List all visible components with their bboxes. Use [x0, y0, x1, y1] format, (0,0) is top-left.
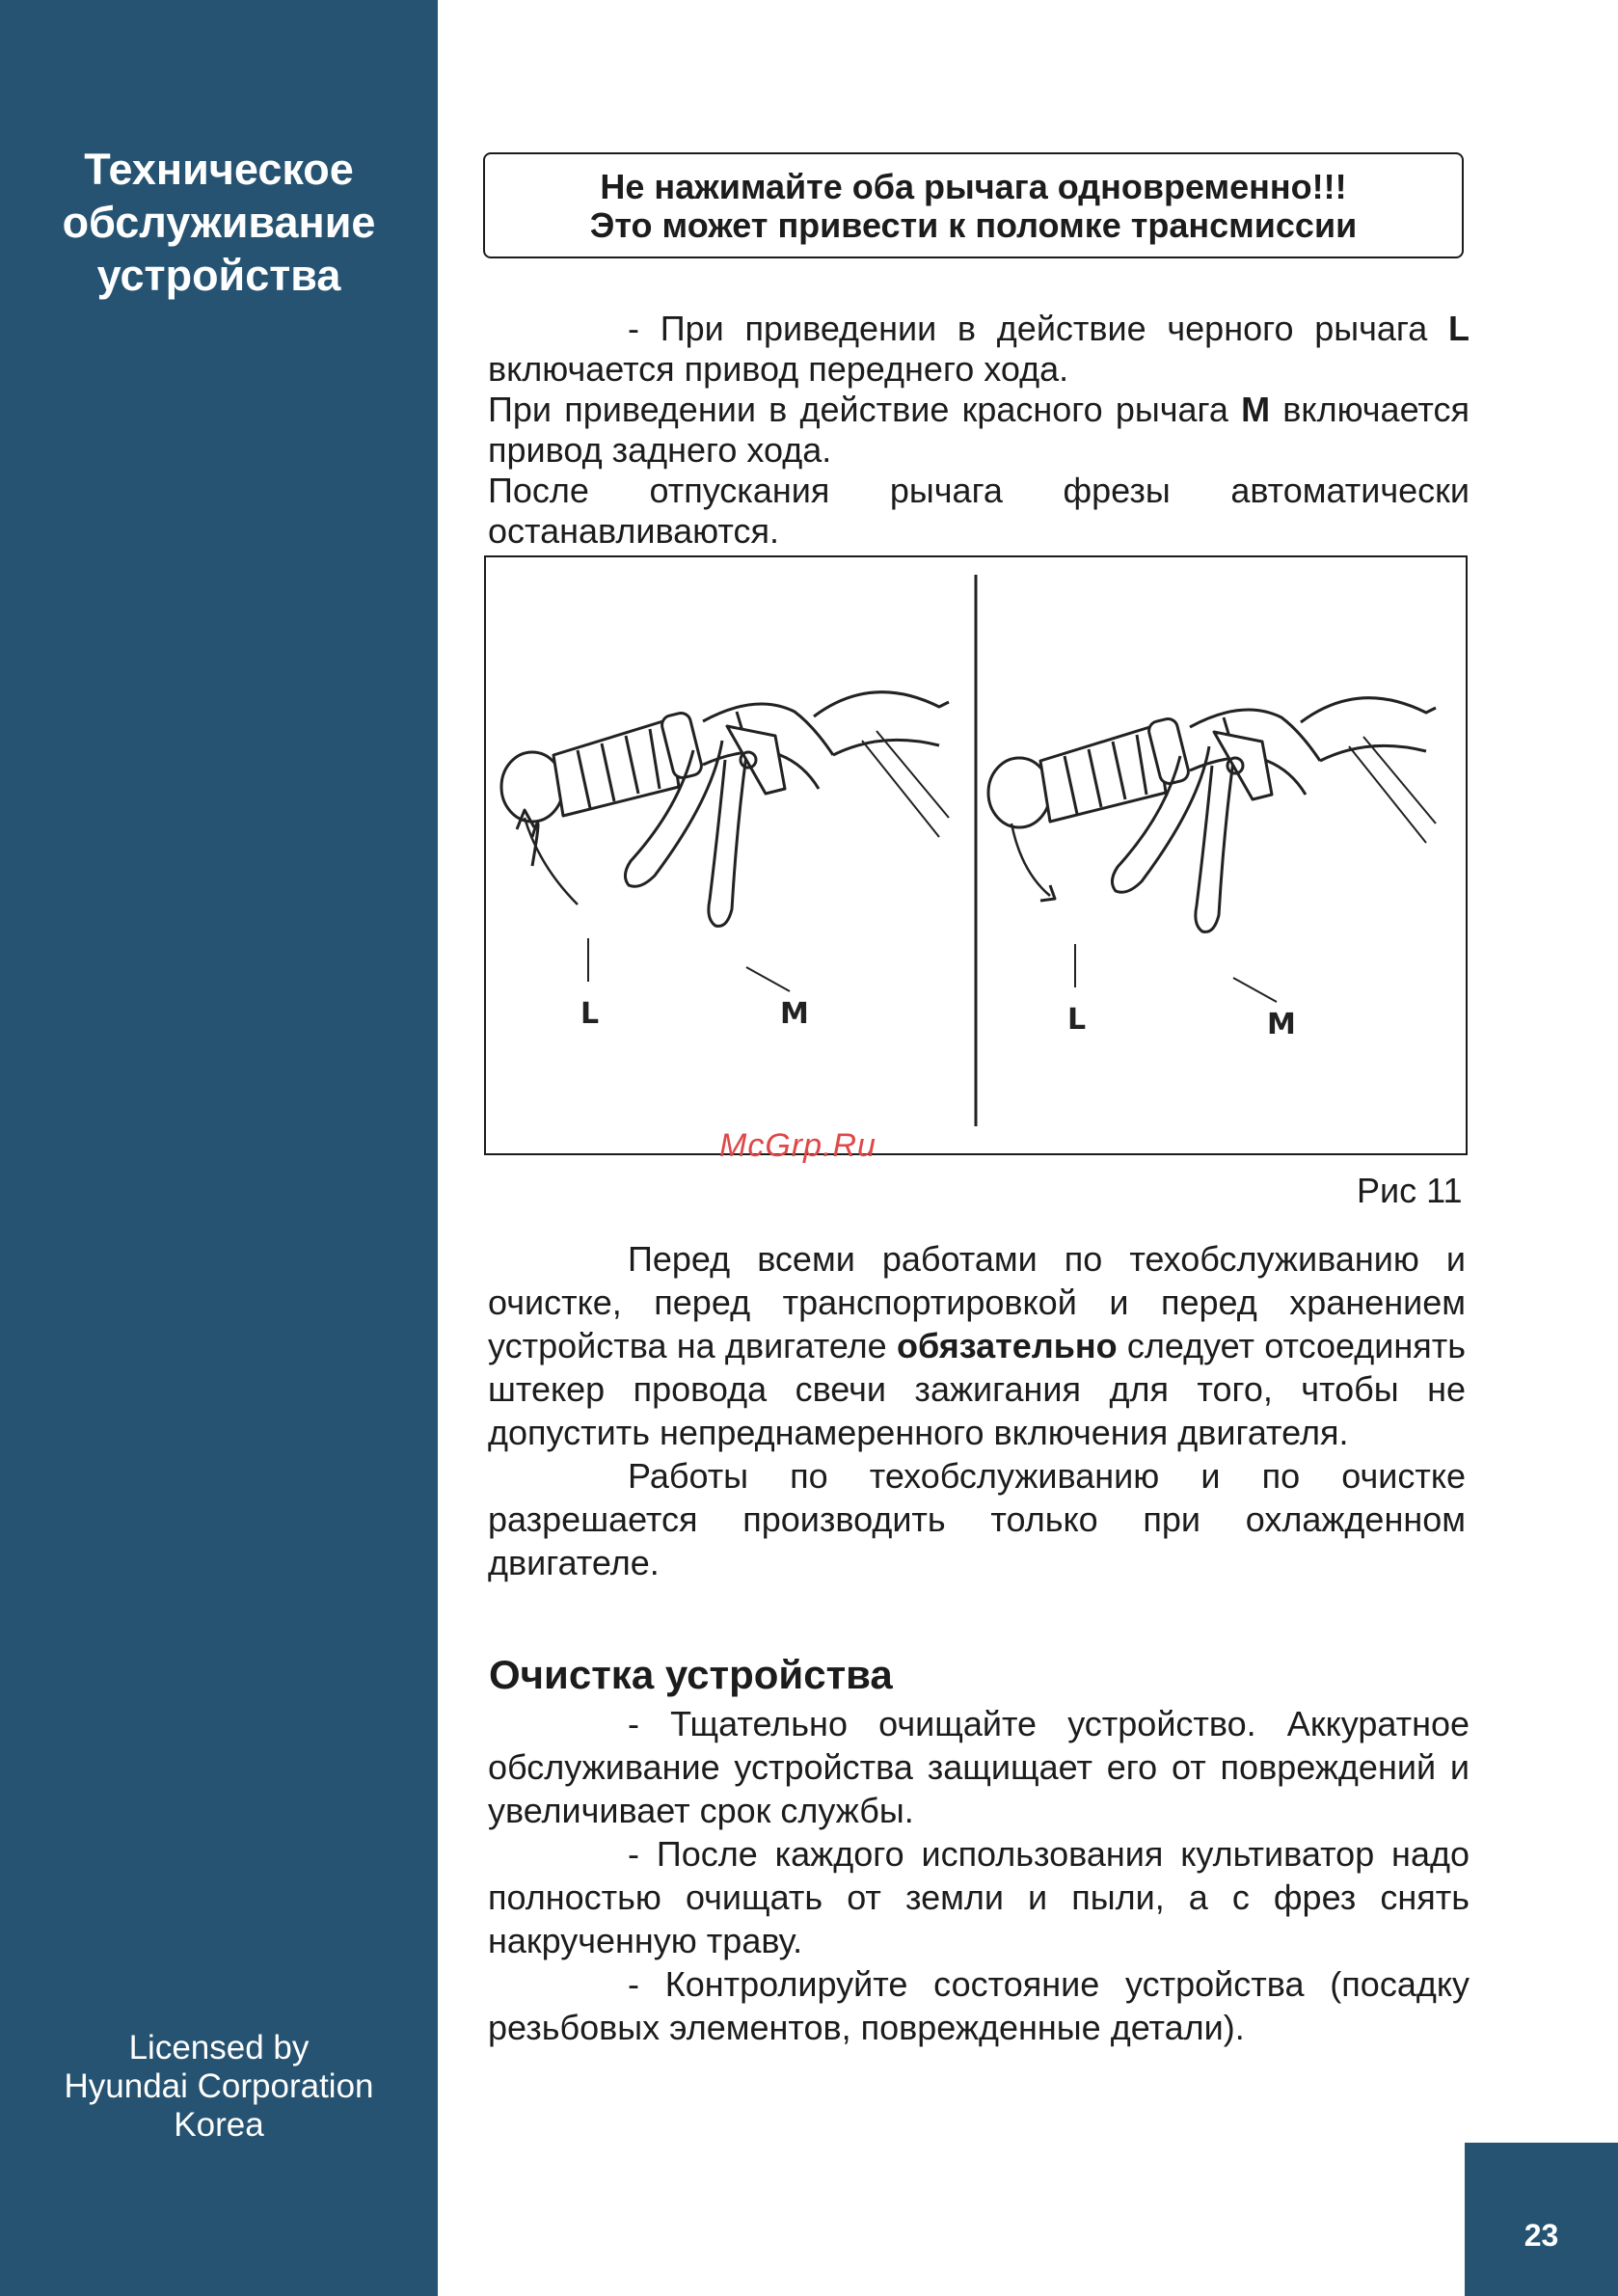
text-span: Перед всеми работами по техобслуживанию и очистке, перед транспортировкой и перед хранением устройства на двигателе [488, 1239, 1466, 1365]
section-title [0, 143, 438, 302]
lever-l-label: L [1067, 1003, 1087, 1037]
section-title-line: обслуживание [62, 198, 376, 247]
cleaning-text [488, 1702, 1470, 2049]
warning-line: Не нажимайте оба рычага одновременно!!! [600, 167, 1347, 206]
figure-caption: Рис 11 [1357, 1171, 1463, 1210]
paragraph: Работы по техобслуживанию и по очистке разрешается производить только при охлажденном двигателе. [488, 1456, 1466, 1582]
intro-text [488, 309, 1470, 552]
lever-label: M [1241, 390, 1271, 429]
lever-m-label: M [1267, 1008, 1296, 1041]
lever-illustration [486, 557, 1466, 1153]
emphasis: обязательно [896, 1326, 1118, 1365]
paragraph [488, 1237, 1466, 1454]
text-span: При приведении в действие красного рычага [488, 390, 1242, 429]
warning-line: Это может привести к поломке трансмиссии [589, 205, 1358, 245]
handle-right [988, 698, 1436, 1002]
warning-box [483, 152, 1464, 258]
paragraph [488, 309, 1470, 390]
text-span: - При приведении в действие черного рычага [628, 309, 1448, 348]
text-span: следует отсоединять штекер провода свечи зажигания для того, чтобы не допустить непреднамеренного включения двигателя. [488, 1326, 1466, 1452]
page-number: 23 [1524, 2218, 1559, 2253]
license-line: Hyundai Corporation [64, 2067, 374, 2105]
text-span: включается привод переднего хода. [488, 349, 1069, 389]
sidebar [0, 0, 438, 2296]
figure-11 [484, 555, 1468, 1155]
license-text [0, 2029, 438, 2145]
lever-m-label: M [780, 997, 809, 1031]
page-number-box [1465, 2143, 1618, 2296]
lever-label: L [1448, 309, 1470, 348]
lever-l-label: L [580, 997, 600, 1031]
license-line: Korea [174, 2106, 264, 2144]
maintenance-text [488, 1237, 1466, 1584]
paragraph: После отпускания рычага фрезы автоматически останавливаются. [488, 471, 1470, 551]
section-heading: Очистка устройства [489, 1652, 893, 1697]
section-title-line: Техническое [84, 145, 354, 194]
list-item: - Тщательно очищайте устройство. Аккуратное обслуживание устройства защищает его от повреждений и увеличивает срок службы. [488, 1704, 1470, 1830]
text-span: включается привод заднего хода. [488, 390, 1470, 470]
handle-left [501, 692, 949, 991]
paragraph [488, 390, 1470, 471]
section-title-line: устройства [96, 251, 341, 300]
license-line: Licensed by [128, 2029, 310, 2066]
list-item: - После каждого использования культиватор надо полностью очищать от земли и пыли, а с фрез снять накрученную траву. [488, 1834, 1470, 1960]
watermark: McGrp.Ru [719, 1127, 876, 1164]
list-item: - Контролируйте состояние устройства (посадку резьбовых элементов, поврежденные детали). [488, 1964, 1470, 2047]
